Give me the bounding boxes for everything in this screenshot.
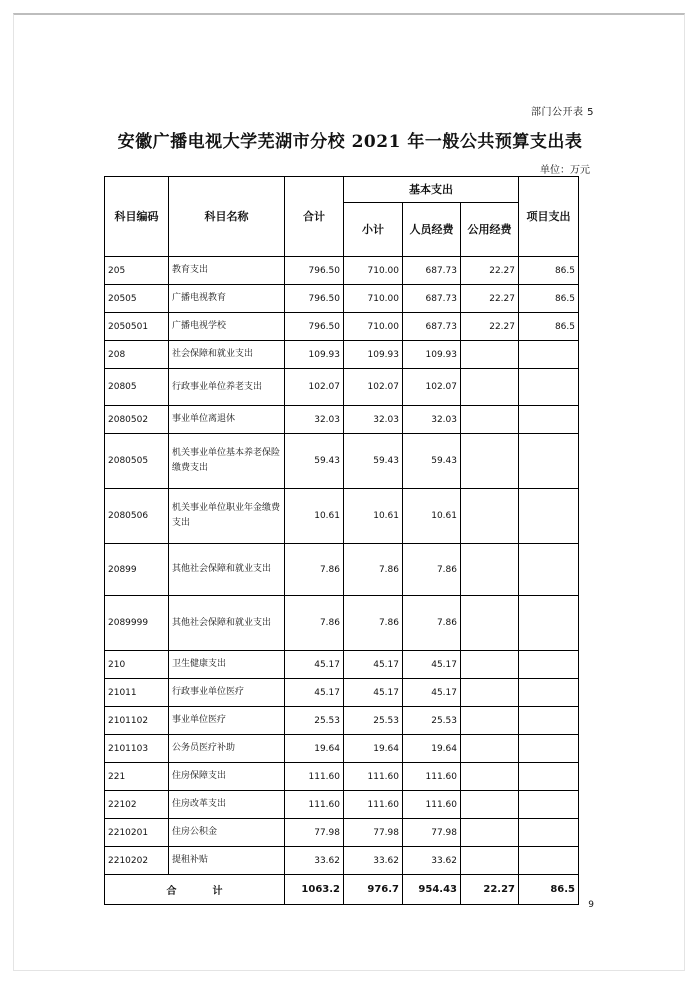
- cell-name: 行政事业单位医疗: [169, 679, 285, 707]
- total-personnel: 954.43: [403, 875, 461, 905]
- cell-code: 208: [105, 341, 169, 369]
- cell-project: [519, 651, 579, 679]
- header-row-1: [105, 177, 579, 203]
- cell-subtotal: 32.03: [344, 406, 403, 434]
- cell-project: [519, 763, 579, 791]
- cell-total: 25.53: [285, 707, 344, 735]
- cell-project: [519, 819, 579, 847]
- cell-subtotal: 7.86: [344, 596, 403, 651]
- cell-total: 19.64: [285, 735, 344, 763]
- cell-public: [461, 707, 519, 735]
- cell-total: 45.17: [285, 651, 344, 679]
- table-row: [105, 735, 579, 763]
- cell-code: 20899: [105, 544, 169, 596]
- cell-code: 2210201: [105, 819, 169, 847]
- cell-personnel: 7.86: [403, 544, 461, 596]
- header-project: 项目支出: [519, 177, 579, 257]
- header-subtotal: 小计: [344, 203, 403, 257]
- cell-public: [461, 406, 519, 434]
- cell-personnel: 109.93: [403, 341, 461, 369]
- cell-project: [519, 735, 579, 763]
- cell-project: [519, 369, 579, 406]
- cell-public: 22.27: [461, 257, 519, 285]
- header-public: 公用经费: [461, 203, 519, 257]
- cell-name: 事业单位离退休: [169, 406, 285, 434]
- cell-public: 22.27: [461, 285, 519, 313]
- cell-subtotal: 45.17: [344, 679, 403, 707]
- cell-personnel: 687.73: [403, 285, 461, 313]
- budget-table: [104, 176, 579, 905]
- cell-project: 86.5: [519, 285, 579, 313]
- cell-project: 86.5: [519, 257, 579, 285]
- cell-name: 机关事业单位职业年金缴费支出: [169, 489, 285, 544]
- cell-name: 提租补贴: [169, 847, 285, 875]
- cell-code: 2101103: [105, 735, 169, 763]
- cell-subtotal: 710.00: [344, 313, 403, 341]
- cell-name: 公务员医疗补助: [169, 735, 285, 763]
- cell-project: [519, 544, 579, 596]
- cell-public: 22.27: [461, 313, 519, 341]
- cell-total: 7.86: [285, 544, 344, 596]
- cell-subtotal: 111.60: [344, 763, 403, 791]
- header-basic: 基本支出: [344, 177, 519, 203]
- cell-total: 32.03: [285, 406, 344, 434]
- cell-public: [461, 489, 519, 544]
- cell-total: 111.60: [285, 763, 344, 791]
- cell-code: 21011: [105, 679, 169, 707]
- cell-personnel: 77.98: [403, 819, 461, 847]
- cell-name: 机关事业单位基本养老保险缴费支出: [169, 434, 285, 489]
- cell-name: 事业单位医疗: [169, 707, 285, 735]
- cell-public: [461, 341, 519, 369]
- cell-code: 22102: [105, 791, 169, 819]
- cell-public: [461, 434, 519, 489]
- cell-total: 33.62: [285, 847, 344, 875]
- cell-subtotal: 77.98: [344, 819, 403, 847]
- cell-personnel: 7.86: [403, 596, 461, 651]
- cell-personnel: 111.60: [403, 791, 461, 819]
- table-row: [105, 489, 579, 544]
- header-code: 科目编码: [105, 177, 169, 257]
- table-row: [105, 434, 579, 489]
- cell-subtotal: 19.64: [344, 735, 403, 763]
- cell-personnel: 687.73: [403, 313, 461, 341]
- cell-name: 教育支出: [169, 257, 285, 285]
- total-subtotal: 976.7: [344, 875, 403, 905]
- cell-personnel: 25.53: [403, 707, 461, 735]
- cell-public: [461, 763, 519, 791]
- cell-project: [519, 434, 579, 489]
- cell-project: 86.5: [519, 313, 579, 341]
- cell-public: [461, 651, 519, 679]
- cell-personnel: 59.43: [403, 434, 461, 489]
- table-row: [105, 679, 579, 707]
- cell-project: [519, 406, 579, 434]
- unit-label: 单位：万元: [540, 165, 590, 176]
- cell-total: 59.43: [285, 434, 344, 489]
- cell-project: [519, 791, 579, 819]
- header-total: 合计: [285, 177, 344, 257]
- table-row: [105, 707, 579, 735]
- cell-code: 2080505: [105, 434, 169, 489]
- cell-total: 10.61: [285, 489, 344, 544]
- cell-personnel: 111.60: [403, 763, 461, 791]
- cell-subtotal: 25.53: [344, 707, 403, 735]
- cell-total: 77.98: [285, 819, 344, 847]
- cell-name: 广播电视学校: [169, 313, 285, 341]
- table-row: [105, 369, 579, 406]
- cell-public: [461, 735, 519, 763]
- cell-code: 20505: [105, 285, 169, 313]
- document-label: 部门公开表 5: [530, 107, 594, 118]
- table-row: [105, 406, 579, 434]
- cell-total: 45.17: [285, 679, 344, 707]
- cell-code: 205: [105, 257, 169, 285]
- cell-personnel: 10.61: [403, 489, 461, 544]
- total-public: 22.27: [461, 875, 519, 905]
- table-row: [105, 819, 579, 847]
- cell-total: 796.50: [285, 285, 344, 313]
- cell-project: [519, 679, 579, 707]
- cell-name: 其他社会保障和就业支出: [169, 544, 285, 596]
- cell-public: [461, 819, 519, 847]
- cell-total: 796.50: [285, 257, 344, 285]
- table-row: [105, 544, 579, 596]
- cell-name: 社会保障和就业支出: [169, 341, 285, 369]
- cell-public: [461, 544, 519, 596]
- page-title: 安徽广播电视大学芜湖市分校 2021 年一般公共预算支出表: [117, 132, 583, 152]
- cell-public: [461, 791, 519, 819]
- header-name: 科目名称: [169, 177, 285, 257]
- cell-project: [519, 707, 579, 735]
- cell-code: 221: [105, 763, 169, 791]
- cell-name: 卫生健康支出: [169, 651, 285, 679]
- cell-code: 210: [105, 651, 169, 679]
- cell-subtotal: 111.60: [344, 791, 403, 819]
- cell-code: 2101102: [105, 707, 169, 735]
- cell-personnel: 102.07: [403, 369, 461, 406]
- cell-name: 广播电视教育: [169, 285, 285, 313]
- cell-public: [461, 596, 519, 651]
- table-row: [105, 763, 579, 791]
- cell-personnel: 45.17: [403, 679, 461, 707]
- cell-project: [519, 341, 579, 369]
- table-row: [105, 257, 579, 285]
- cell-code: 2080506: [105, 489, 169, 544]
- cell-project: [519, 489, 579, 544]
- cell-total: 796.50: [285, 313, 344, 341]
- cell-public: [461, 369, 519, 406]
- cell-subtotal: 33.62: [344, 847, 403, 875]
- cell-personnel: 33.62: [403, 847, 461, 875]
- cell-code: 2210202: [105, 847, 169, 875]
- cell-total: 109.93: [285, 341, 344, 369]
- table-row: [105, 285, 579, 313]
- cell-personnel: 32.03: [403, 406, 461, 434]
- cell-public: [461, 847, 519, 875]
- table-row: [105, 313, 579, 341]
- cell-code: 20805: [105, 369, 169, 406]
- cell-subtotal: 710.00: [344, 285, 403, 313]
- cell-total: 102.07: [285, 369, 344, 406]
- cell-name: 其他社会保障和就业支出: [169, 596, 285, 651]
- cell-subtotal: 102.07: [344, 369, 403, 406]
- cell-subtotal: 7.86: [344, 544, 403, 596]
- cell-subtotal: 45.17: [344, 651, 403, 679]
- cell-subtotal: 710.00: [344, 257, 403, 285]
- table-row: [105, 651, 579, 679]
- cell-personnel: 19.64: [403, 735, 461, 763]
- total-project: 86.5: [519, 875, 579, 905]
- cell-subtotal: 59.43: [344, 434, 403, 489]
- cell-public: [461, 679, 519, 707]
- cell-name: 住房保障支出: [169, 763, 285, 791]
- cell-name: 行政事业单位养老支出: [169, 369, 285, 406]
- cell-project: [519, 847, 579, 875]
- total-row: [105, 875, 579, 905]
- table-row: [105, 791, 579, 819]
- table-row: [105, 847, 579, 875]
- cell-code: 2050501: [105, 313, 169, 341]
- cell-total: 111.60: [285, 791, 344, 819]
- page-number: 9: [588, 900, 594, 910]
- cell-project: [519, 596, 579, 651]
- cell-code: 2089999: [105, 596, 169, 651]
- total-label-cell: [105, 875, 285, 905]
- cell-subtotal: 109.93: [344, 341, 403, 369]
- cell-total: 7.86: [285, 596, 344, 651]
- cell-code: 2080502: [105, 406, 169, 434]
- cell-name: 住房改革支出: [169, 791, 285, 819]
- header-personnel: 人员经费: [403, 203, 461, 257]
- table-body: [105, 257, 579, 875]
- table-row: [105, 341, 579, 369]
- cell-personnel: 687.73: [403, 257, 461, 285]
- cell-subtotal: 10.61: [344, 489, 403, 544]
- cell-name: 住房公积金: [169, 819, 285, 847]
- total-total: 1063.2: [285, 875, 344, 905]
- cell-personnel: 45.17: [403, 651, 461, 679]
- total-label: 合计: [166, 886, 259, 897]
- table-row: [105, 596, 579, 651]
